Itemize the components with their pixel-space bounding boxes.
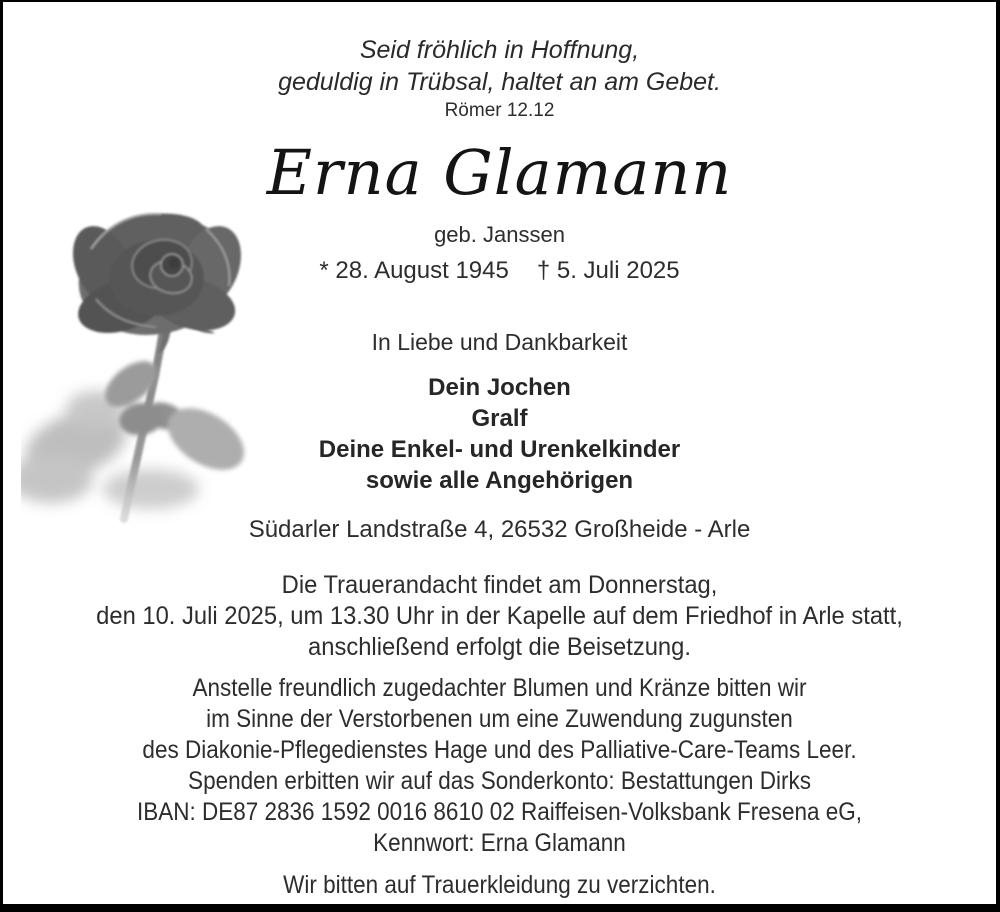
bible-quote-line-2: geduldig in Trübsal, haltet an am Gebet. [278,68,721,96]
birth-date: * 28. August 1945 [319,257,509,284]
service-line: den 10. Juli 2025, um 13.30 Uhr in der Kapelle auf dem Friedhof in Arle statt, [96,602,903,630]
service-line: Die Trauerandacht findet am Donnerstag, [281,571,718,599]
deceased-name: Erna Glamann [266,136,733,209]
donation-line: Kennwort: Erna Glamann [373,829,626,857]
mourner-name: Gralf [471,405,528,432]
donation-line: Spenden erbitten wir auf das Sonderkonto: Bestattungen Dirks [188,767,811,795]
donation-line: im Sinne der Verstorbenen um eine Zuwendung zugunsten [206,705,793,733]
closing-note: Wir bitten auf Trauerkleidung zu verzichten. [283,871,716,899]
mourner-name: Dein Jochen [428,374,571,401]
donation-line: Anstelle freundlich zugedachter Blumen und Kränze bitten wir [192,674,807,702]
bible-quote-source: Römer 12.12 [444,100,555,121]
family-address: Südarler Landstraße 4, 26532 Großheide - Arle [248,516,751,543]
service-line: anschließend erfolgt die Beisetzung. [308,633,691,661]
tribute-line: In Liebe und Dankbarkeit [371,329,628,355]
maiden-name: geb. Janssen [434,222,565,247]
bible-quote-line-1: Seid fröhlich in Hoffnung, [359,36,640,64]
life-dates [3,257,996,285]
mourner-name: Deine Enkel- und Urenkelkinder [318,436,681,463]
donation-line: IBAN: DE87 2836 1592 0016 8610 02 Raiffeisen-Volksbank Fresena eG, [136,798,863,826]
donation-info [53,673,947,859]
mourner-name: sowie alle Angehörigen [365,467,634,494]
donation-line: des Diakonie-Pflegedienstes Hage und des Palliative-Care-Teams Leer. [142,736,857,764]
death-date: † 5. Juli 2025 [536,257,680,284]
service-info [28,570,971,663]
